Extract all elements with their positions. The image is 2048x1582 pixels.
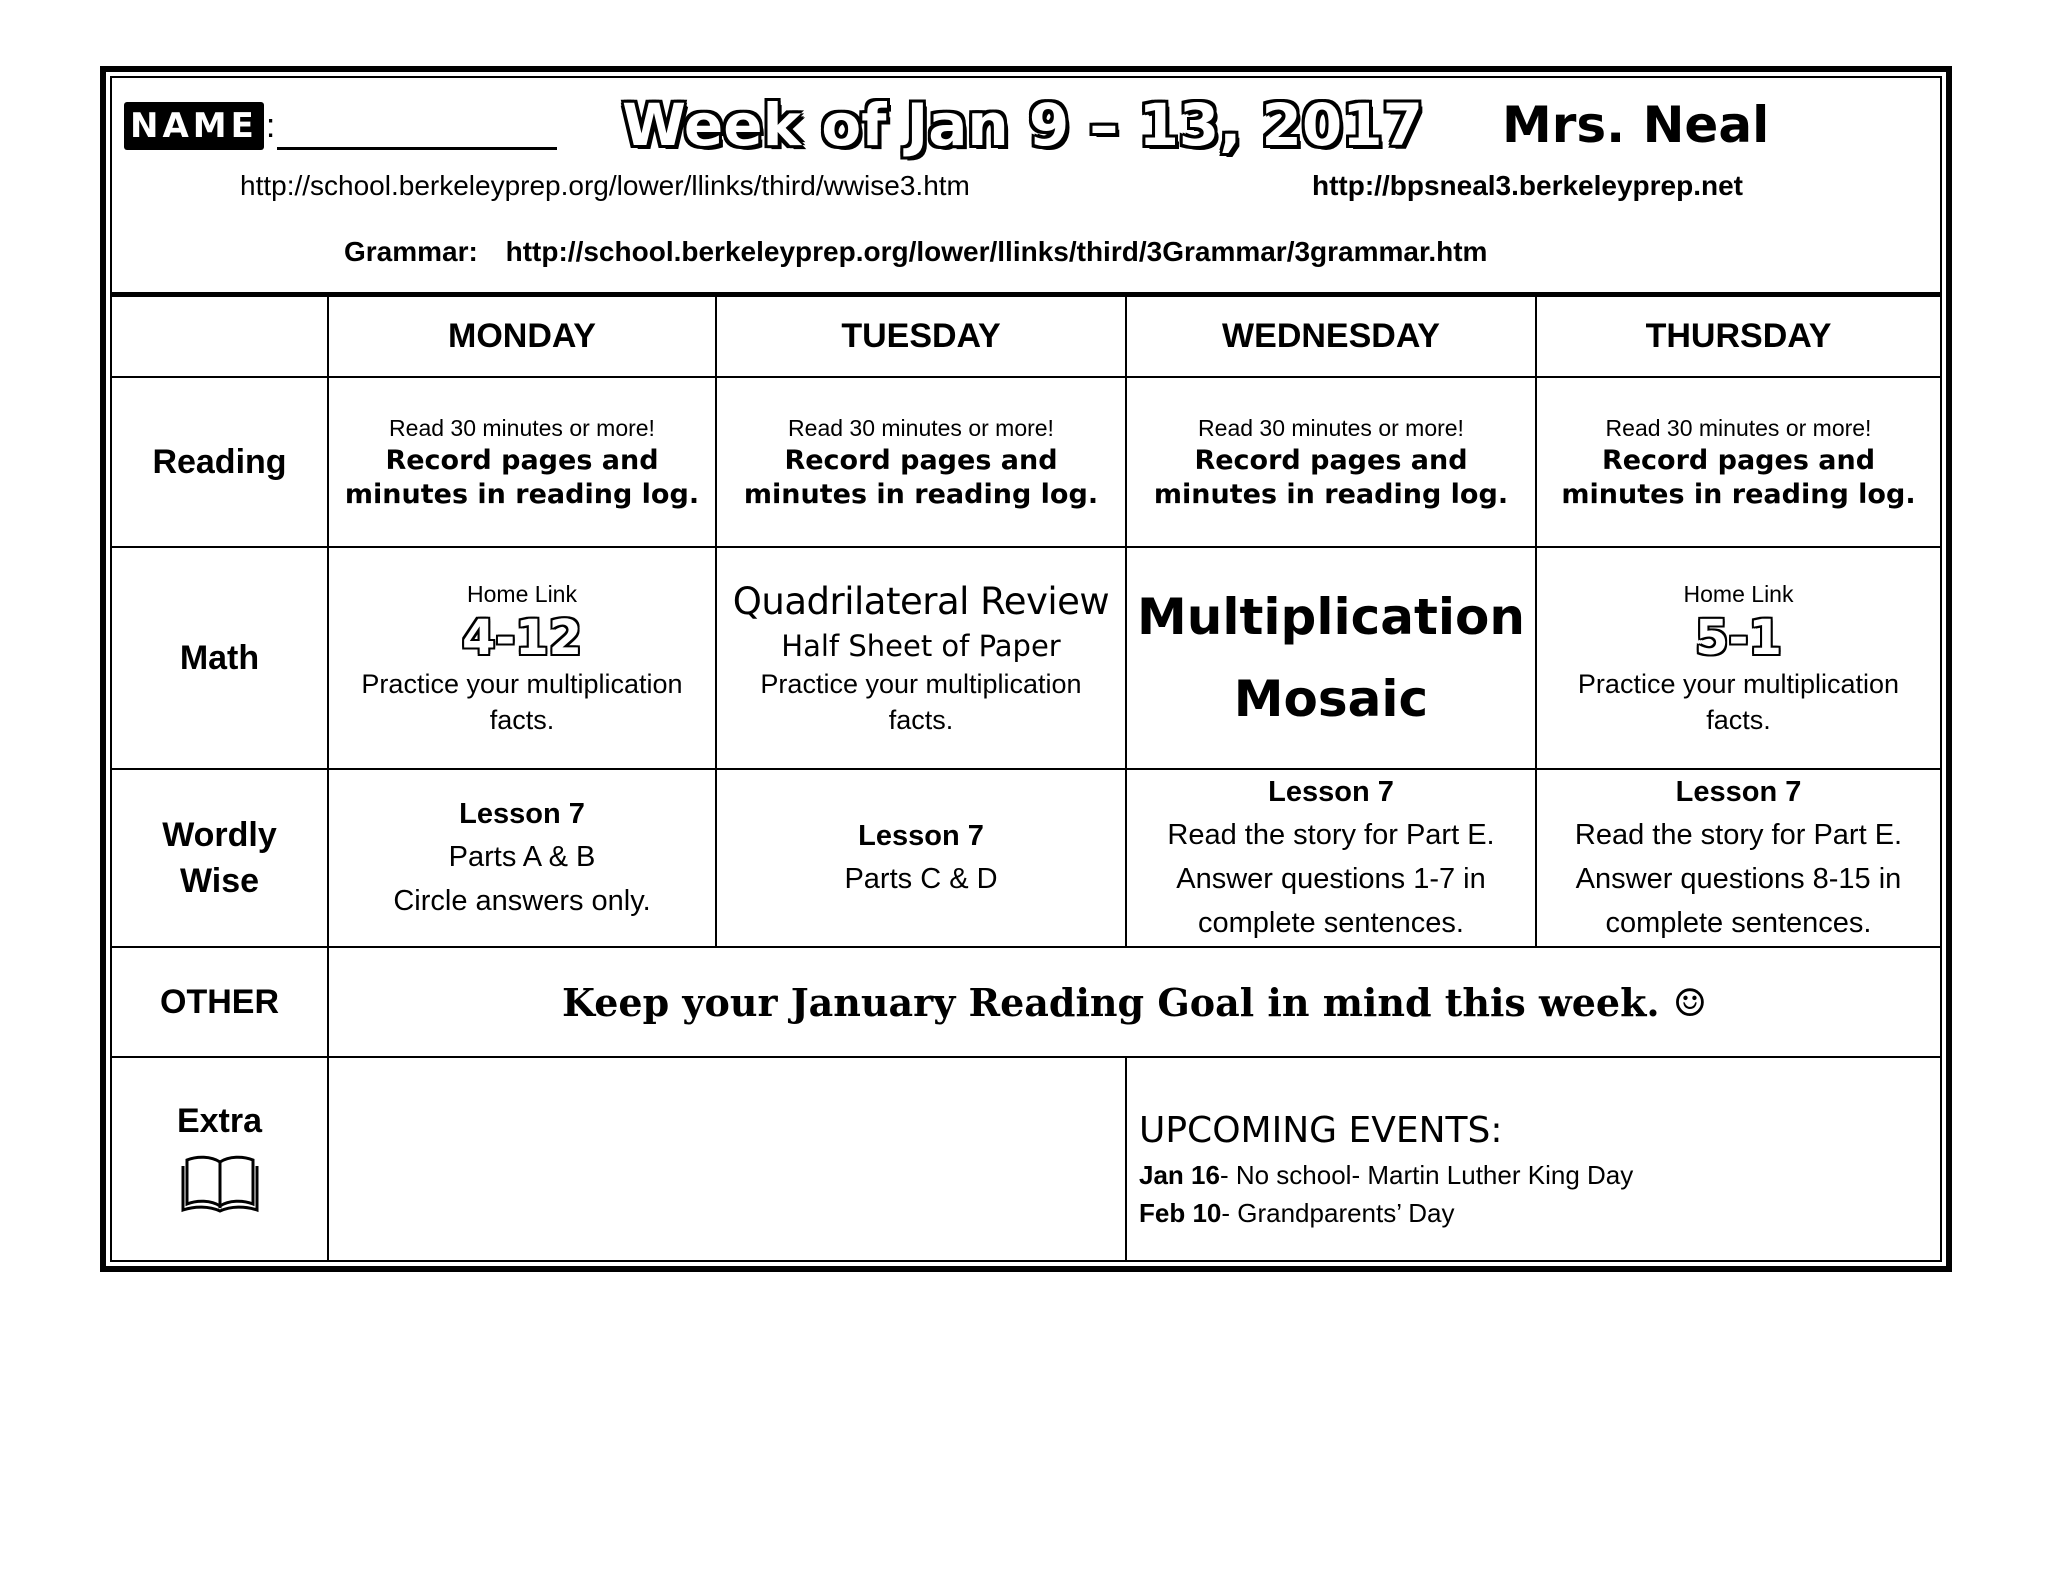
reading-log-line-2: minutes in reading log.: [1153, 479, 1509, 510]
lesson-title: Lesson 7: [858, 820, 984, 852]
day-monday: MONDAY: [328, 297, 716, 377]
wordly-wise-thursday: [1536, 769, 1940, 947]
reading-monday: [328, 377, 716, 547]
wordly-wise-label-line-2: Wise: [179, 862, 260, 900]
lesson-title: Lesson 7: [1675, 776, 1802, 808]
practice-line-1: Practice your multiplication: [760, 669, 1082, 699]
assignment-line-1: Parts C & D: [844, 863, 998, 895]
book-icon: [181, 1154, 259, 1214]
event-item: [1139, 1156, 1940, 1194]
grammar-link[interactable]: http://school.berkeleyprep.org/lower/llinks/third/3Grammar/3grammar.htm: [505, 236, 1488, 267]
grammar-label: Grammar:: [344, 236, 478, 267]
reading-instruction: Read 30 minutes or more!: [1605, 415, 1872, 441]
assignment-line-1: Read the story for Part E.: [1167, 819, 1495, 851]
reading-instruction: Read 30 minutes or more!: [1198, 415, 1464, 441]
header: [112, 78, 1940, 290]
event-date: Jan 16: [1139, 1160, 1220, 1190]
homework-sheet: [100, 66, 1952, 1272]
assignment-line-3: complete sentences.: [1198, 907, 1464, 939]
name-colon: :: [265, 107, 276, 145]
assignment-line-3: complete sentences.: [1605, 907, 1872, 939]
other-label: OTHER: [112, 947, 328, 1057]
home-link-label: Home Link: [467, 581, 577, 607]
class-site-link[interactable]: http://bpsneal3.berkeleyprep.net: [1312, 170, 1743, 201]
reading-thursday: [1536, 377, 1940, 547]
assignment-line-2: Answer questions 1-7 in: [1176, 863, 1486, 895]
reading-tuesday: [716, 377, 1126, 547]
extra-label: Extra: [176, 1102, 263, 1140]
extra-row: [112, 1057, 1940, 1260]
home-link-number: 4-12: [461, 610, 583, 666]
upcoming-events-title: UPCOMING EVENTS:: [1139, 1110, 1503, 1151]
practice-line-2: facts.: [489, 705, 555, 735]
assignment-line-2: Circle answers only.: [393, 885, 651, 917]
home-link-label: Home Link: [1683, 581, 1794, 607]
lesson-title: Lesson 7: [459, 798, 585, 830]
sheet-inner-border: [110, 76, 1942, 1262]
extra-label-cell: [112, 1057, 328, 1260]
math-thursday: [1536, 547, 1940, 769]
homework-grid: [112, 292, 1940, 1260]
math-tuesday: [716, 547, 1126, 769]
reading-log-line-1: Record pages and: [385, 445, 659, 476]
reading-label: Reading: [112, 377, 328, 547]
event-date: Feb 10: [1139, 1198, 1222, 1228]
home-link-number: 5-1: [1695, 610, 1782, 666]
name-label: NAME: [124, 102, 264, 150]
math-row: [112, 547, 1940, 769]
wordly-wise-tuesday: [716, 769, 1126, 947]
multiplication-mosaic-line-1: Multiplication: [1137, 588, 1525, 646]
name-blank-line: [277, 103, 557, 150]
wordly-wise-label: [112, 769, 328, 947]
multiplication-mosaic-line-2: Mosaic: [1233, 670, 1429, 728]
math-wednesday: [1126, 547, 1536, 769]
day-thursday: THURSDAY: [1536, 297, 1940, 377]
lesson-title: Lesson 7: [1268, 776, 1394, 808]
reading-log-line-1: Record pages and: [1194, 445, 1468, 476]
practice-line-1: Practice your multiplication: [361, 669, 683, 699]
day-wednesday: WEDNESDAY: [1126, 297, 1536, 377]
wordly-wise-label-line-1: Wordly: [162, 816, 277, 854]
reading-goal-note: Keep your January Reading Goal in mind this week. ☺: [328, 947, 1940, 1057]
reading-log-line-2: minutes in reading log.: [344, 479, 700, 510]
grammar-line: [344, 232, 1487, 272]
math-monday: [328, 547, 716, 769]
practice-line-2: facts.: [888, 705, 954, 735]
corner-cell: [112, 297, 328, 377]
week-title: Week of Jan 9 – 13, 2017: [622, 91, 1423, 159]
math-label: Math: [112, 547, 328, 769]
reading-instruction: Read 30 minutes or more!: [389, 415, 655, 441]
reading-log-line-1: Record pages and: [784, 445, 1058, 476]
assignment-line-1: Read the story for Part E.: [1574, 819, 1903, 851]
reading-log-line-1: Record pages and: [1601, 445, 1876, 476]
wordly-wise-link[interactable]: http://school.berkeleyprep.org/lower/llinks/third/wwise3.htm: [240, 170, 970, 201]
half-sheet-note: Half Sheet of Paper: [781, 629, 1061, 663]
assignment-line-2: Answer questions 8-15 in: [1575, 863, 1902, 895]
reading-wednesday: [1126, 377, 1536, 547]
teacher-name: Mrs. Neal: [1502, 96, 1770, 154]
upcoming-events: [1126, 1057, 1940, 1260]
wordly-wise-monday: [328, 769, 716, 947]
reading-log-line-2: minutes in reading log.: [743, 479, 1099, 510]
reading-row: [112, 377, 1940, 547]
day-tuesday: TUESDAY: [716, 297, 1126, 377]
practice-line-2: facts.: [1706, 705, 1771, 735]
day-header-row: [112, 297, 1940, 377]
wordly-wise-wednesday: [1126, 769, 1536, 947]
quadrilateral-review: Quadrilateral Review: [732, 580, 1110, 623]
event-text: - Grandparents’ Day: [1221, 1198, 1455, 1228]
assignment-line-1: Parts A & B: [448, 841, 596, 873]
reading-instruction: Read 30 minutes or more!: [788, 415, 1054, 441]
extra-blank-cell: [328, 1057, 1126, 1260]
practice-line-1: Practice your multiplication: [1577, 669, 1900, 699]
event-text: - No school- Martin Luther King Day: [1219, 1160, 1634, 1190]
name-field: [124, 96, 557, 150]
wordly-wise-row: [112, 769, 1940, 947]
homework-table: [112, 297, 1940, 1260]
event-item: [1139, 1194, 1940, 1232]
other-row: [112, 947, 1940, 1057]
reading-log-line-2: minutes in reading log.: [1561, 479, 1916, 510]
